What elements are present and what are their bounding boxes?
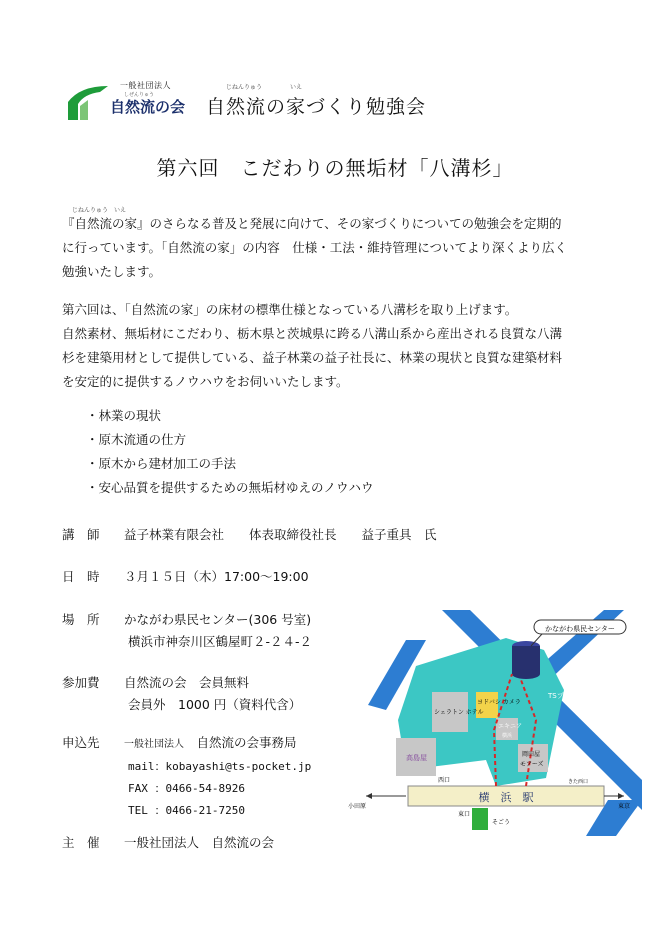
topic-item: ・原木から建材加工の手法 <box>86 456 237 471</box>
fee-row <box>62 672 301 716</box>
detail-line-1: 第六回は、「自然流の家」の床材の標準仕様となっている八溝杉を取り上げます。 <box>62 302 518 317</box>
datetime-value: ３月１５日（木）17:00～19:00 <box>124 569 309 584</box>
map-label-exnia-1: エキニア <box>498 723 523 730</box>
map-label-sheraton: シェラトン ホテル <box>434 709 484 716</box>
map-label-odawara: 小田原 <box>348 803 367 810</box>
org-name: 自然流の会 <box>110 98 186 116</box>
host-value: 一般社団法人 自然流の会 <box>124 835 275 850</box>
place-label: 場 所 <box>62 612 100 627</box>
fee-value-2: 会員外 1000 円（資料代含） <box>128 697 302 712</box>
intro-line-1: 『自然流の家』のさらなる普及と発展に向けて、その家づくりについての勉強会を定期的 <box>62 216 562 231</box>
apply-mail[interactable]: mail：kobayashi@ts-pocket.jp <box>128 760 312 773</box>
apply-label: 申込先 <box>62 735 100 750</box>
detail-paragraph <box>62 298 622 394</box>
intro-line-3: 勉強いたします。 <box>62 264 162 279</box>
house-leaf-icon <box>66 80 116 124</box>
header-title: 自然流の家づくり勉強会 <box>206 96 427 118</box>
map-center-bottom <box>512 669 540 679</box>
datetime-label: 日 時 <box>62 569 100 584</box>
map-label-sogo: そごう <box>492 819 511 826</box>
topic-list <box>86 404 374 500</box>
fee-label: 参加費 <box>62 675 100 690</box>
map-label-east-exit: 東口 <box>458 811 471 818</box>
main-title: 第六回 こだわりの無垢材「八溝杉」 <box>156 156 514 180</box>
detail-line-2: 自然素材、無垢材にこだわり、栃木県と茨城県に跨る八溝山系から産出される良質な八溝 <box>62 326 563 341</box>
apply-tel: TEL ：0466-21-7250 <box>128 804 245 817</box>
map-label-center: かながわ県民センター <box>545 625 615 633</box>
map-label-north-west-exit: きた西口 <box>568 779 589 785</box>
place-value-1: かながわ県民センター(306 号室) <box>124 612 312 627</box>
topic-item: ・原木流通の仕方 <box>86 432 187 447</box>
org-ruby: しぜんりゅう <box>124 92 155 98</box>
intro-paragraph <box>62 212 622 284</box>
map-label-okadaya-2: モアーズ <box>520 761 544 768</box>
topic-item: ・林業の現状 <box>86 408 162 423</box>
map-arrow-right-icon <box>618 793 624 799</box>
map-label-takashimaya: 高島屋 <box>406 754 427 762</box>
host-label: 主 催 <box>62 835 100 850</box>
map-label-yodobashi: ヨドバシ カメラ <box>477 699 521 706</box>
apply-org-type: 一般社団法人 <box>124 739 184 750</box>
access-map <box>346 610 642 836</box>
intro-ruby-2: いえ <box>114 207 127 214</box>
map-label-tokyo: 東京 <box>618 803 631 810</box>
header-ruby-2: いえ <box>290 84 303 91</box>
detail-line-4: を安定的に提供するノウハウをお伺いいたします。 <box>62 374 349 389</box>
map-sogo-building <box>472 808 488 830</box>
topic-item: ・安心品質を提供するための無垢材ゆえのノウハウ <box>86 480 374 495</box>
intro-ruby-1: じねんりゅう <box>72 207 109 214</box>
intro-line-2: に行っています。「自然流の家」の内容 仕様・工法・維持管理についてより深くより広く <box>62 240 568 255</box>
apply-row <box>62 732 311 822</box>
apply-fax: FAX ：0466-54-8926 <box>128 782 245 795</box>
fee-value-1: 自然流の会 会員無料 <box>124 675 250 690</box>
map-arrow-left-icon <box>366 793 372 799</box>
lecturer-value: 益子林業有限会社 体表取締役社長 益子重具 氏 <box>124 527 437 542</box>
org-type-label: 一般社団法人 <box>120 81 171 90</box>
place-value-2: 横浜市神奈川区鶴屋町２-２４-２ <box>128 634 313 649</box>
org-logo <box>66 80 206 124</box>
place-row <box>62 609 312 653</box>
map-label-okadaya-1: 岡田屋 <box>522 751 541 758</box>
host-row <box>62 832 274 854</box>
map-label-west-exit: 西口 <box>438 777 451 784</box>
detail-line-3: 杉を建築用材として提供している、益子林業の益子社長に、林業の現状と良質な建築材料 <box>62 350 563 365</box>
datetime-row <box>62 566 309 588</box>
header-ruby-1: じねんりゅう <box>226 84 263 91</box>
apply-org: 自然流の会事務局 <box>196 735 297 750</box>
lecturer-label: 講 師 <box>62 527 100 542</box>
map-label-station: 横 浜 駅 <box>478 791 534 804</box>
map-label-exnia-2: 横浜 <box>502 733 513 739</box>
map-label-ts-plaza: TSプラザ <box>548 692 578 700</box>
lecturer-row <box>62 524 437 546</box>
